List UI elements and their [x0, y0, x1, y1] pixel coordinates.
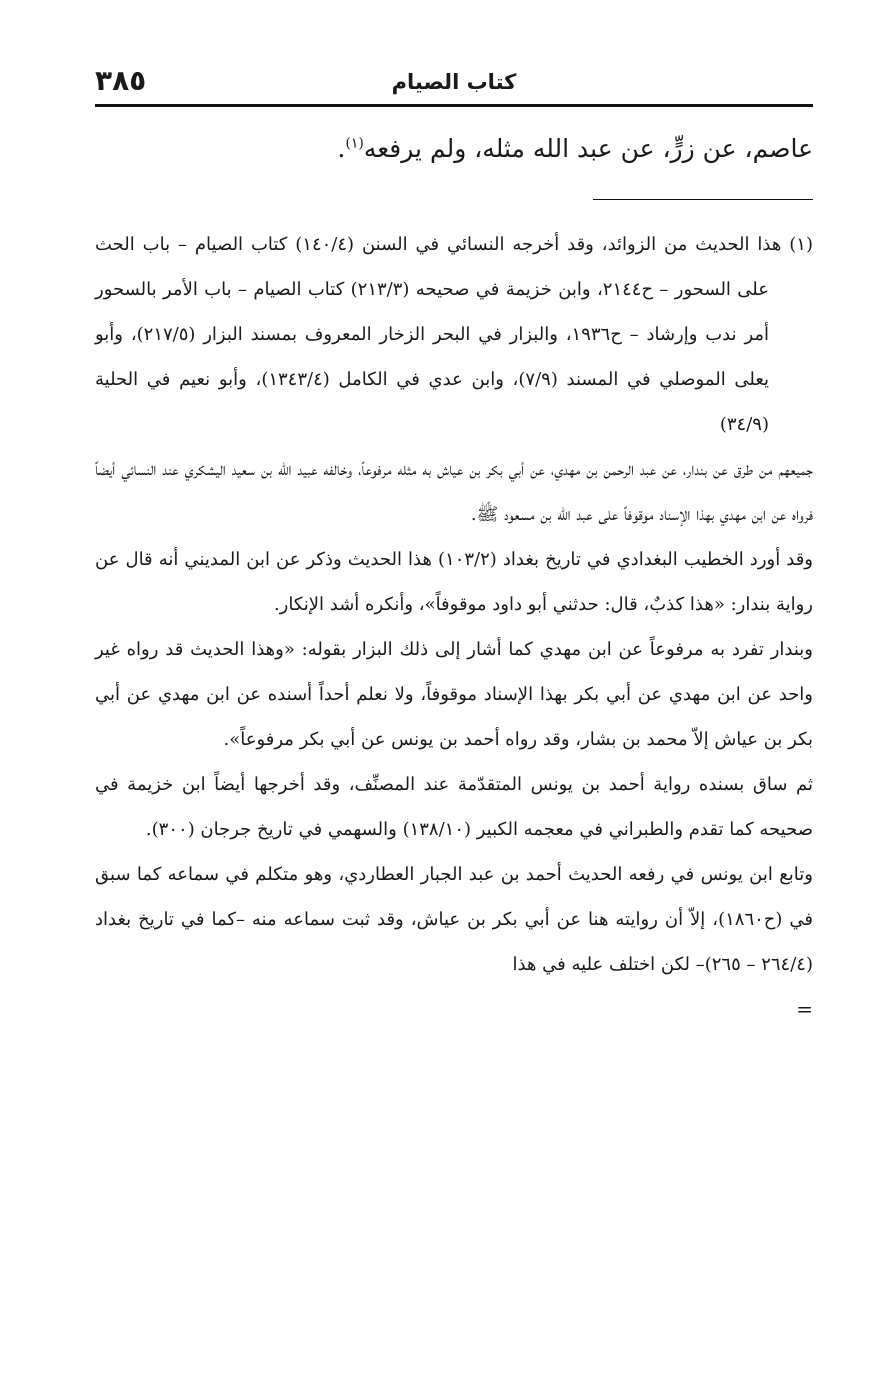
footnote-marker: (١): [789, 234, 813, 255]
footnote-paragraph: وبندار تفرد به مرفوعاً عن ابن مهدي كما أشار إلى ذلك البزار بقوله: «وهذا الحديث قد رواه غير واحد عن ابن مهدي عن أبي بكر بهذا الإسناد موقوفاً، ولا نعلم أحداً أسنده عن ابن مهدي عن أبي بكر بن عياش إلاّ محمد بن بشار، وقد رواه أحمد بن يونس عن أبي بكر مرفوعاً».: [95, 639, 813, 750]
footnote-divider: [593, 199, 813, 200]
main-text-line: عاصم، عن زرٍّ، عن عبد الله مثله، ولم يرفعه: [363, 134, 813, 163]
footnotes-section: [95, 222, 813, 987]
main-text-end: .: [337, 134, 346, 163]
page-header: [95, 60, 813, 104]
header-divider: [95, 104, 813, 107]
page-number: ٣٨٥: [95, 64, 147, 97]
footnote-text: هذا الحديث من الزوائد، وقد أخرجه النسائي في السنن (١٤٠/٤) كتاب الصيام – باب الحث على السحور – ح٢١٤٤، وابن خزيمة في صحيحه (٢١٣/٣) كتاب الصيام – باب الأمر بالسحور أمر ندب وإرشاد – ح١٩٣٦، والبزار في البحر الزخار المعروف بمسند البزار (٢١٧/٥)، وأبو يعلى الموصلي في المسند (٧/٩)، وابن عدي في الكامل (١٣٤٣/٤)، وأبو نعيم في الحلية (٣٤/٩): [95, 234, 782, 435]
continuation-mark: =: [796, 997, 813, 1021]
footnote-reference: (١): [345, 135, 364, 152]
footnote-paragraph: وتابع ابن يونس في رفعه الحديث أحمد بن عبد الجبار العطاردي، وهو متكلم في سماعه كما سبق في (ح١٨٦٠)، إلاّ أن روايته هنا عن أبي بكر بن عياش، وقد ثبت سماعه منه –كما في تاريخ بغداد (٢٦٤/٤ – ٢٦٥)– لكن اختلف عليه في هذا: [95, 864, 813, 975]
footnote-paragraph: جميعهم من طرق عن بندار، عن عبد الرحمن بن مهدي، عن أبي بكر بن عياش به مثله مرفوعاً، وخالفه عبيد الله بن سعيد اليشكري عند النسائي أيضاً فرواه عن ابن مهدي بهذا الإسناد موقوفاً على عبد الله بن مسعود ﷺ.: [95, 459, 813, 525]
chapter-title: كتاب الصيام: [391, 70, 517, 94]
book-page: [95, 60, 813, 1021]
footnote-paragraph: ثم ساق بسنده رواية أحمد بن يونس المتقدّمة عند المصنِّف، وقد أخرجها أيضاً ابن خزيمة في صحيحه كما تقدم والطبراني في معجمه الكبير (١٣٨/١٠) والسهمي في تاريخ جرجان (٣٠٠).: [95, 774, 813, 840]
footnote-paragraph: وقد أورد الخطيب البغدادي في تاريخ بغداد (١٠٣/٢) هذا الحديث وذكر عن ابن المديني أنه قال عن رواية بندار: «هذا كذبٌ، قال: حدثني أبو داود موقوفاً»، وأنكره أشد الإنكار.: [95, 549, 813, 615]
main-text: [95, 129, 813, 169]
footnote-paragraph: [95, 222, 813, 447]
